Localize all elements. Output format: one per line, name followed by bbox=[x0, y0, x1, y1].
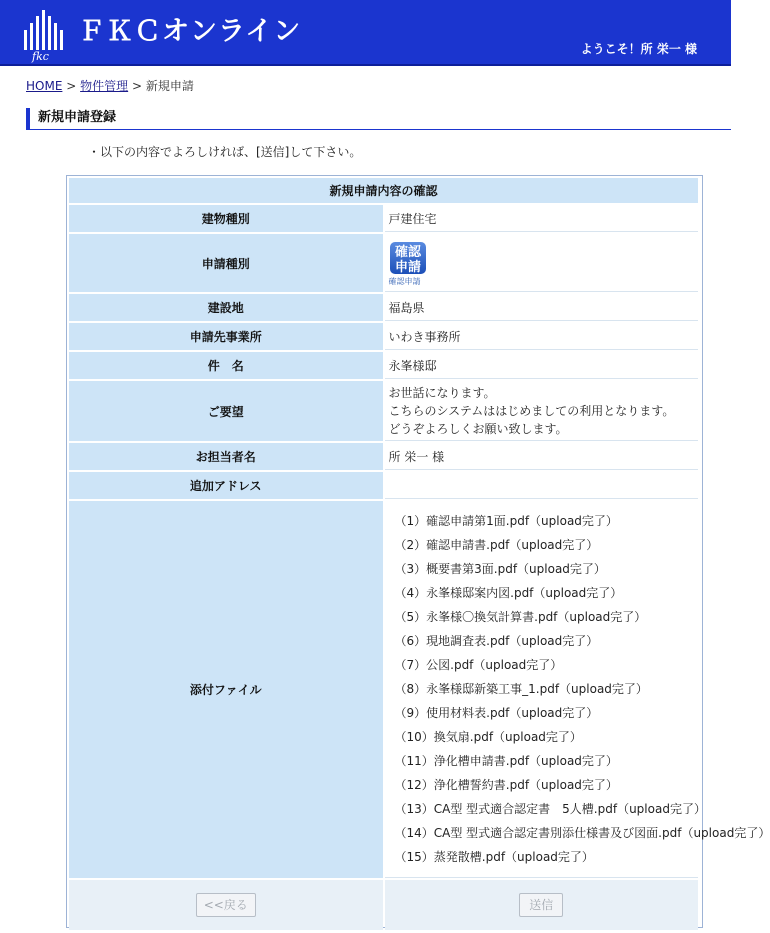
submit-button-cell bbox=[385, 880, 699, 930]
subject-value: 永峯様邸 bbox=[385, 352, 699, 379]
attachment-item: （8）永峯様邸新築工事_1.pdf（upload完了） bbox=[394, 682, 648, 696]
attachment-item: （5）永峯様〇換気計算書.pdf（upload完了） bbox=[394, 610, 647, 624]
confirmation-application-icon bbox=[389, 241, 427, 287]
request-label: ご要望 bbox=[69, 381, 383, 441]
attachment-item: （15）蒸発散槽.pdf（upload完了） bbox=[394, 850, 594, 864]
table-row bbox=[69, 294, 698, 321]
building-type-value: 戸建住宅 bbox=[385, 205, 699, 232]
site-label: 建設地 bbox=[69, 294, 383, 321]
table-row bbox=[69, 323, 698, 350]
table-row bbox=[69, 352, 698, 379]
attachment-item: （2）確認申請書.pdf（upload完了） bbox=[394, 538, 599, 552]
application-icon-caption: 確認申請 bbox=[388, 277, 421, 286]
svg-text:fkc: fkc bbox=[32, 50, 49, 63]
office-label: 申請先事業所 bbox=[69, 323, 383, 350]
breadcrumb-separator: > bbox=[66, 79, 77, 93]
attachment-item: （10）換気扇.pdf（upload完了） bbox=[394, 730, 582, 744]
breadcrumb-home-link[interactable]: HOME bbox=[26, 79, 63, 93]
application-type-label: 申請種別 bbox=[69, 234, 383, 292]
confirmation-panel bbox=[66, 175, 770, 928]
confirmation-table bbox=[67, 176, 770, 932]
attachment-list bbox=[389, 501, 770, 877]
breadcrumb-property-link[interactable]: 物件管理 bbox=[80, 79, 129, 93]
contact-label: お担当者名 bbox=[69, 443, 383, 470]
request-line: こちらのシステムははじめましての利用となります。 bbox=[388, 403, 675, 418]
subject-label: 件 名 bbox=[69, 352, 383, 379]
office-value: いわき事務所 bbox=[385, 323, 699, 350]
svg-text:申請: 申請 bbox=[394, 260, 421, 275]
site-value: 福島県 bbox=[385, 294, 699, 321]
breadcrumb-current: 新規申請 bbox=[145, 79, 194, 93]
table-row bbox=[69, 472, 698, 499]
breadcrumb-separator: > bbox=[131, 79, 143, 93]
attachments-label: 添付ファイル bbox=[69, 501, 383, 878]
additional-address-value bbox=[385, 472, 699, 499]
table-row bbox=[69, 443, 698, 470]
contact-value: 所 栄一 様 bbox=[385, 443, 699, 470]
application-type-value bbox=[385, 234, 699, 292]
attachment-item: （14）CA型 型式適合認定書別添仕様書及び図面.pdf（upload完了） bbox=[394, 826, 770, 840]
welcome-message: ようこそ！所 栄一 様 bbox=[580, 42, 697, 56]
attachment-item: （13）CA型 型式適合認定書 5人槽.pdf（upload完了） bbox=[394, 802, 706, 816]
request-value bbox=[385, 381, 699, 441]
fkc-logo-icon[interactable] bbox=[22, 10, 68, 63]
back-button-cell bbox=[69, 880, 383, 930]
page-title: 新規申請登録 bbox=[26, 108, 731, 130]
breadcrumb bbox=[26, 77, 194, 94]
attachment-item: （6）現地調査表.pdf（upload完了） bbox=[394, 634, 599, 648]
attachment-item: （4）永峯様邸案内図.pdf（upload完了） bbox=[394, 586, 623, 600]
table-row bbox=[69, 501, 698, 878]
submit-button[interactable]: 送信 bbox=[519, 893, 563, 917]
request-line: どうぞよろしくお願い致します。 bbox=[388, 421, 568, 436]
site-logo-text[interactable]: ＦＫＣオンライン bbox=[78, 16, 302, 47]
attachment-item: （9）使用材料表.pdf（upload完了） bbox=[394, 706, 599, 720]
building-type-label: 建物種別 bbox=[69, 205, 383, 232]
attachment-item: （7）公図.pdf（upload完了） bbox=[394, 658, 563, 672]
attachments-value bbox=[385, 501, 770, 878]
table-caption: 新規申請内容の確認 bbox=[69, 178, 698, 203]
additional-address-label: 追加アドレス bbox=[69, 472, 383, 499]
request-line: お世話になります。 bbox=[388, 385, 496, 400]
button-row bbox=[69, 880, 698, 930]
site-header bbox=[0, 0, 731, 66]
svg-text:確認: 確認 bbox=[394, 245, 421, 260]
table-row bbox=[69, 234, 698, 292]
instruction-text: ・以下の内容でよろしければ、[送信]して下さい。 bbox=[88, 145, 362, 159]
attachment-item: （11）浄化槽申請書.pdf（upload完了） bbox=[394, 754, 618, 768]
attachment-item: （12）浄化槽誓約書.pdf（upload完了） bbox=[394, 778, 618, 792]
attachment-item: （3）概要書第3面.pdf（upload完了） bbox=[394, 562, 606, 576]
attachment-item: （1）確認申請第1面.pdf（upload完了） bbox=[394, 514, 618, 528]
table-row bbox=[69, 381, 698, 441]
table-row bbox=[69, 205, 698, 232]
back-button[interactable]: <<戻る bbox=[196, 893, 256, 917]
